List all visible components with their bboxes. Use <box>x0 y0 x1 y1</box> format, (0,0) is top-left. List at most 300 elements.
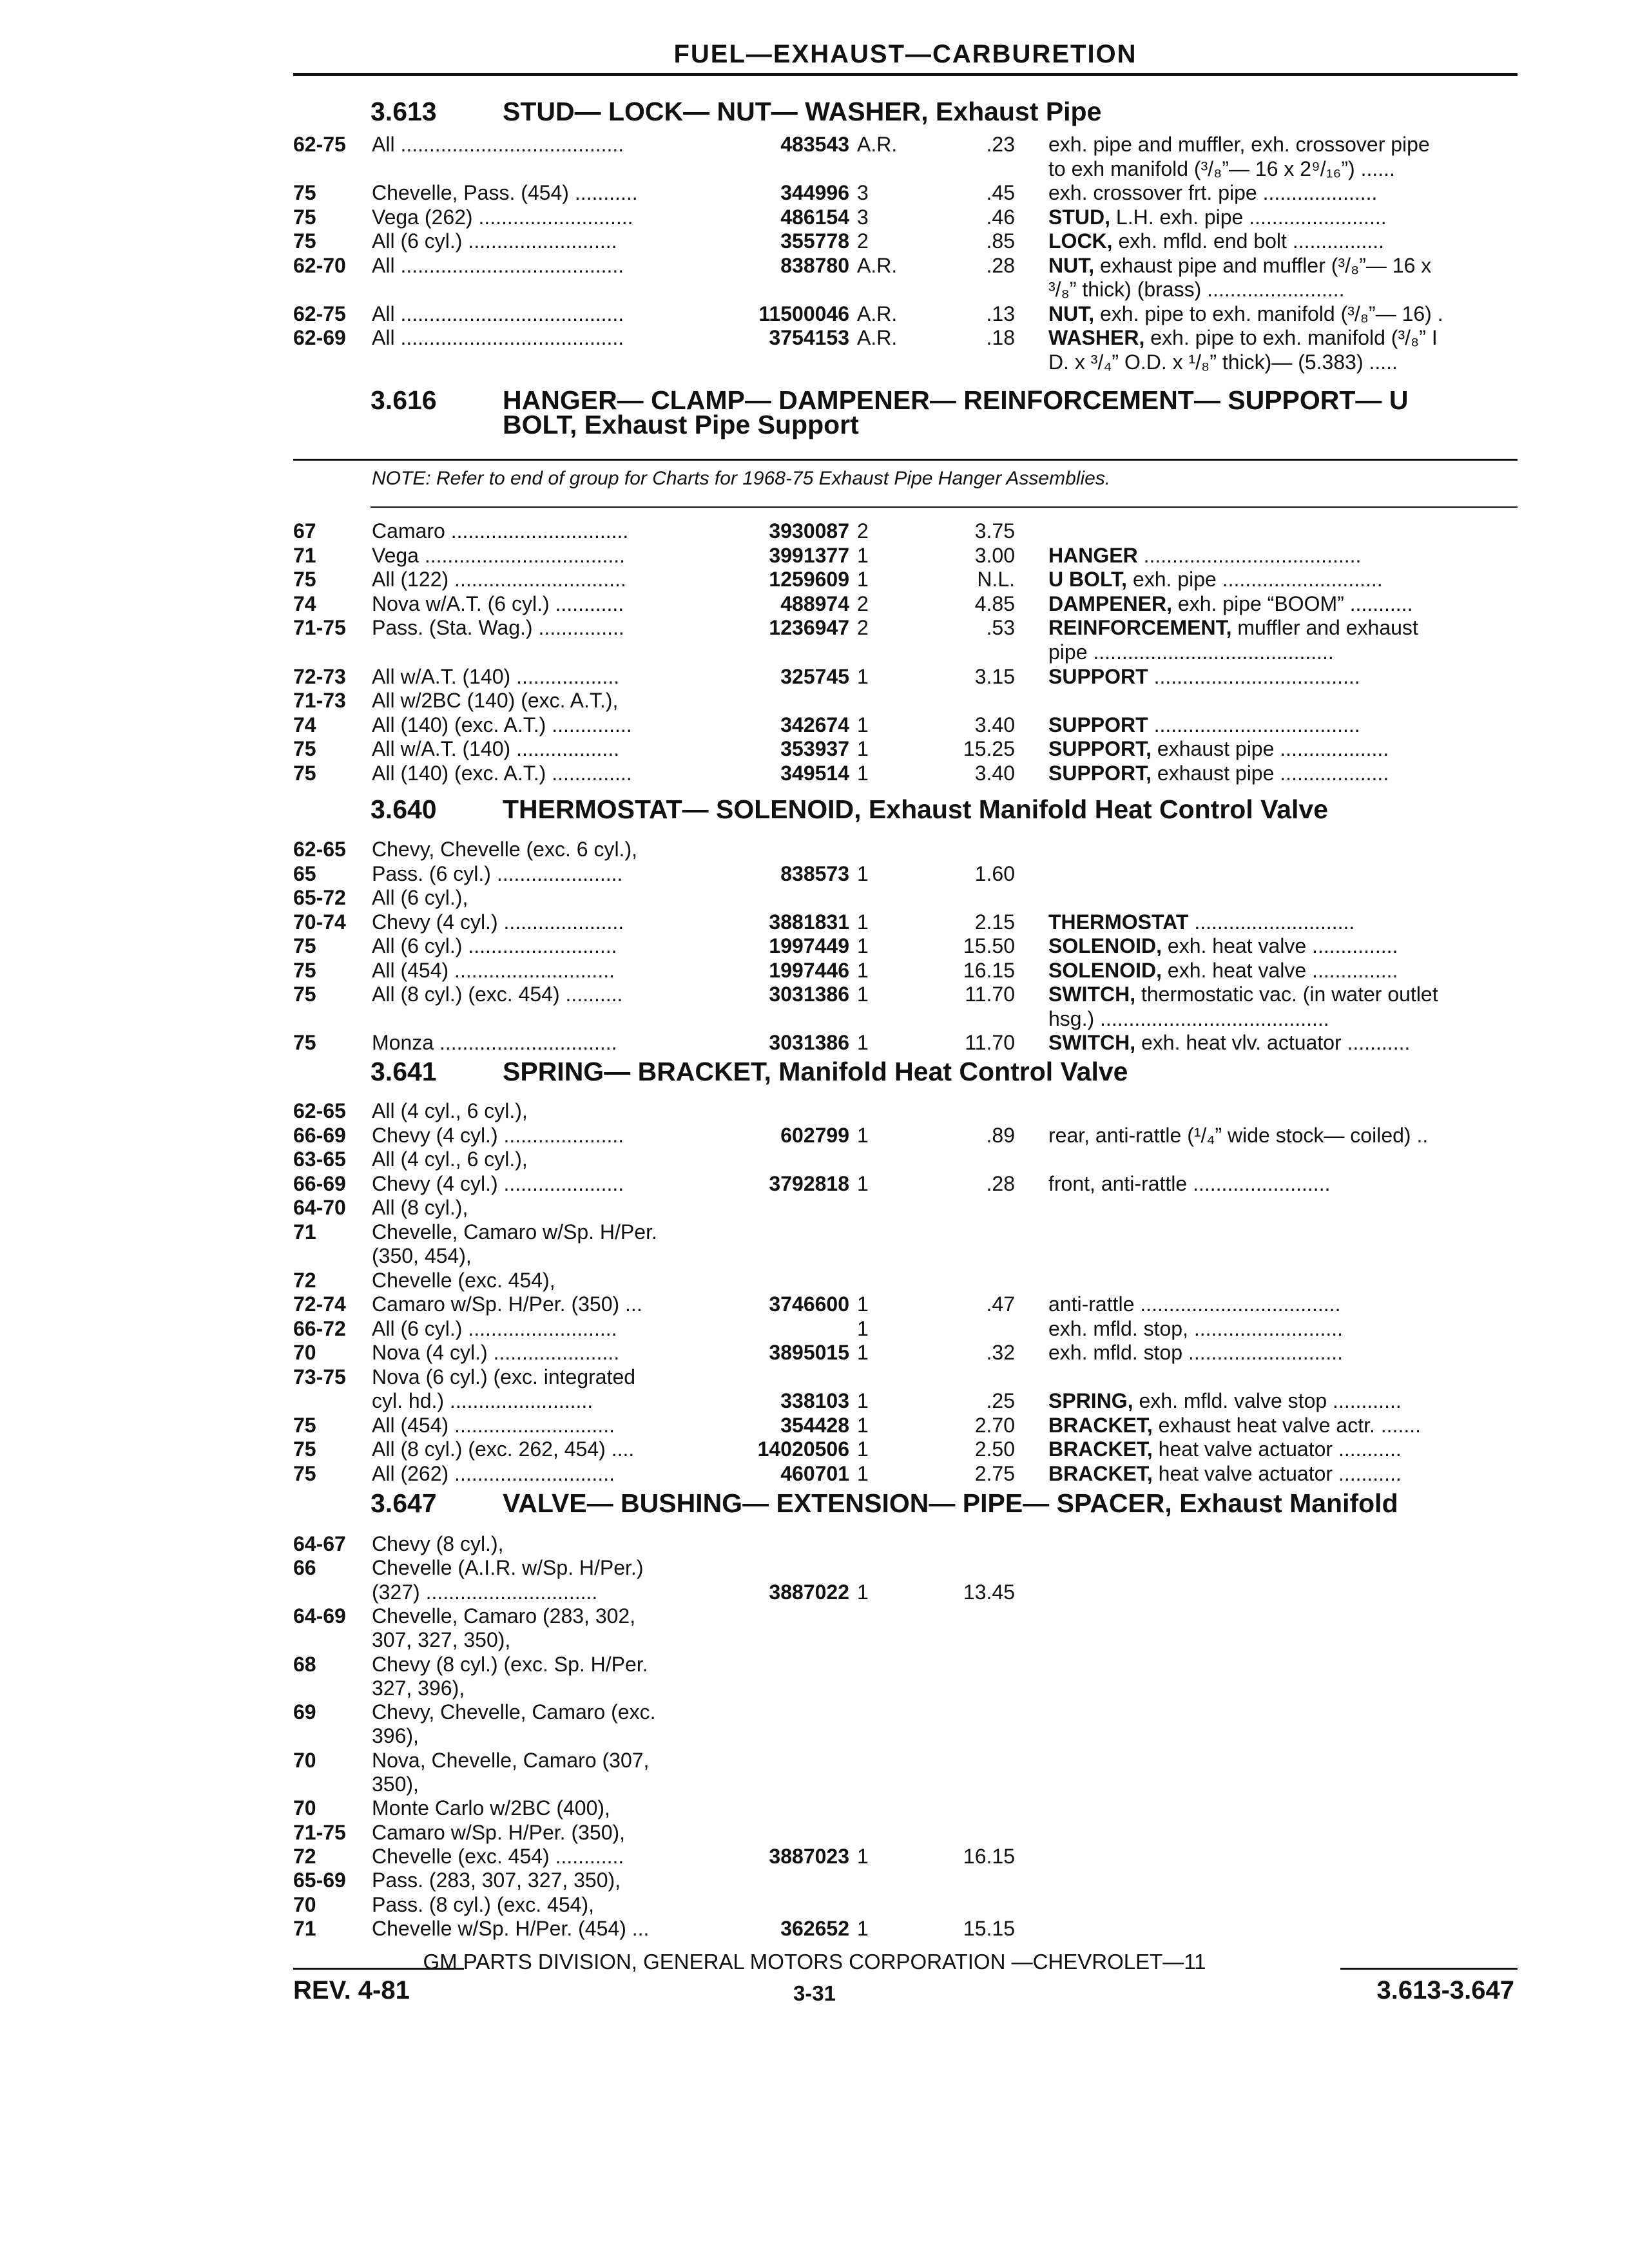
list-item <box>0 1414 1629 1437</box>
year-range: 71-73 <box>293 689 346 713</box>
part-number: 3930087 <box>769 519 849 543</box>
list-item <box>0 737 1629 761</box>
quantity: 1 <box>857 762 869 785</box>
part-number: 488974 <box>780 591 849 615</box>
description-keyword: THERMOSTAT <box>1048 910 1189 934</box>
description <box>1048 157 1512 181</box>
application: 350), <box>372 1773 419 1796</box>
year-range: 75 <box>293 229 316 253</box>
description-text: D. x ³/₄” O.D. x ¹/₈” thick)— (5.383) ..... <box>1048 350 1398 374</box>
application: Nova (4 cyl.) ...................... <box>372 1341 620 1364</box>
list-item <box>0 1462 1629 1486</box>
application: Camaro w/Sp. H/Per. (350), <box>372 1820 626 1844</box>
year-range: 71-75 <box>293 1820 346 1844</box>
quantity: A.R. <box>857 133 898 156</box>
list-item <box>0 959 1629 983</box>
application: All (6 cyl.) .......................... <box>372 229 617 253</box>
quantity: 3 <box>857 205 869 229</box>
description-keyword: BRACKET, <box>1048 1437 1153 1461</box>
year-range: 68 <box>293 1652 316 1676</box>
year-range: 62-75 <box>293 302 346 325</box>
description-text: exhaust pipe and muffler (³/₈”— 16 x <box>1094 253 1432 277</box>
page-number: 3-31 <box>793 1981 836 2005</box>
quantity: 1 <box>857 958 869 982</box>
description <box>1048 351 1512 374</box>
quantity: 1 <box>857 543 869 567</box>
application: Monte Carlo w/2BC (400), <box>372 1796 610 1820</box>
list-item <box>0 229 1629 253</box>
description-text: exh. pipe “BOOM” ........... <box>1172 591 1413 615</box>
year-range: 70-74 <box>293 910 346 934</box>
year-range: 75 <box>293 762 316 785</box>
part-number: 3031386 <box>769 1031 849 1054</box>
price: 11.70 <box>965 983 1015 1006</box>
part-number: 3881831 <box>769 910 849 934</box>
part-number: 14020506 <box>757 1437 849 1461</box>
description <box>1048 206 1512 229</box>
price: 16.15 <box>963 1844 1015 1868</box>
price: 13.45 <box>963 1580 1015 1604</box>
description-text: ³/₈” thick) (brass) ........................ <box>1048 278 1345 301</box>
price: .23 <box>986 133 1015 156</box>
description-text: exh. mfld. stop ........................... <box>1048 1341 1344 1364</box>
year-range: 75 <box>293 934 316 957</box>
quantity: A.R. <box>857 302 898 325</box>
list-item <box>0 1437 1629 1461</box>
year-range: 72 <box>293 1268 316 1292</box>
price: 1.60 <box>974 861 1015 885</box>
application: All (4 cyl., 6 cyl.), <box>372 1148 528 1171</box>
application: Chevelle (exc. 454), <box>372 1268 555 1292</box>
list-item <box>0 206 1629 229</box>
application: All (140) (exc. A.T.) .............. <box>372 713 632 736</box>
part-number: 349514 <box>780 762 849 785</box>
list-item <box>0 1556 1629 1580</box>
description-text: exh. mfld. end bolt ................ <box>1112 229 1385 253</box>
application: All ....................................... <box>372 302 624 325</box>
year-range: 62-69 <box>293 326 346 349</box>
application: Chevelle, Camaro w/Sp. H/Per. <box>372 1220 657 1244</box>
quantity: 3 <box>857 181 869 204</box>
year-range: 64-69 <box>293 1604 346 1628</box>
part-number: 1997449 <box>769 934 849 957</box>
application: All ....................................... <box>372 133 624 156</box>
year-range: 64-67 <box>293 1532 346 1555</box>
year-range: 62-70 <box>293 253 346 277</box>
part-number: 3031386 <box>769 983 849 1006</box>
description-text: exh. pipe and muffler, exh. crossover pipe <box>1048 133 1430 156</box>
year-range: 62-65 <box>293 838 346 861</box>
year-range: 72 <box>293 1844 316 1868</box>
price: .53 <box>986 616 1015 640</box>
price: 2.50 <box>974 1437 1015 1461</box>
part-number: 338103 <box>780 1389 849 1412</box>
list-item <box>0 934 1629 958</box>
list-item <box>0 616 1629 640</box>
application: All w/A.T. (140) .................. <box>372 664 620 688</box>
description <box>1048 592 1512 616</box>
year-range: 72-74 <box>293 1293 346 1316</box>
price: .13 <box>986 302 1015 325</box>
section-number: 3.616 <box>371 385 437 415</box>
section-title: THERMOSTAT— SOLENOID, Exhaust Manifold Heat Control Valve <box>503 794 1328 824</box>
section-range: 3.613-3.647 <box>1376 1976 1514 2004</box>
quantity: 1 <box>857 1123 869 1147</box>
description-keyword: NUT, <box>1048 302 1095 325</box>
year-range: 74 <box>293 591 316 615</box>
year-range: 70 <box>293 1796 316 1820</box>
application: Monza ............................... <box>372 1031 617 1054</box>
description <box>1048 1007 1512 1031</box>
year-range: 73-75 <box>293 1365 346 1389</box>
description <box>1048 665 1512 689</box>
application: All (122) .............................. <box>372 568 626 591</box>
application: All w/2BC (140) (exc. A.T.), <box>372 689 619 713</box>
list-item <box>0 1604 1629 1628</box>
year-range: 72-73 <box>293 664 346 688</box>
description-text: exh. pipe ............................ <box>1127 568 1383 591</box>
application: All (4 cyl., 6 cyl.), <box>372 1099 528 1122</box>
application: cyl. hd.) ......................... <box>372 1389 593 1412</box>
application: Chevelle (A.I.R. w/Sp. H/Per.) <box>372 1556 644 1580</box>
description <box>1048 910 1512 934</box>
description-text: to exh manifold (³/₈”— 16 x 2⁹/₁₆”) ...... <box>1048 157 1395 180</box>
application: Chevy, Chevelle, Camaro (exc. <box>372 1700 656 1724</box>
list-item <box>0 1341 1629 1365</box>
price: 3.15 <box>974 664 1015 688</box>
application: Nova w/A.T. (6 cyl.) ............ <box>372 591 624 615</box>
list-item <box>0 1099 1629 1123</box>
price: 3.40 <box>974 713 1015 736</box>
year-range: 63-65 <box>293 1148 346 1171</box>
description-text: .................................... <box>1148 664 1360 688</box>
year-range: 71 <box>293 543 316 567</box>
list-item <box>0 1893 1629 1917</box>
list-item <box>0 1700 1629 1724</box>
list-item <box>0 1389 1629 1413</box>
description <box>1048 326 1512 350</box>
price: 2.15 <box>974 910 1015 934</box>
list-item <box>0 1796 1629 1820</box>
year-range: 65-72 <box>293 886 346 909</box>
price: 11.70 <box>965 1031 1015 1054</box>
section-number: 3.640 <box>371 794 437 824</box>
list-item <box>0 713 1629 737</box>
list-item <box>0 1196 1629 1220</box>
price: 2.75 <box>974 1461 1015 1485</box>
application: Nova (6 cyl.) (exc. integrated <box>372 1365 636 1389</box>
part-number: 1236947 <box>769 616 849 640</box>
list-item <box>0 544 1629 568</box>
year-range: 75 <box>293 1461 316 1485</box>
quantity: 1 <box>857 1171 869 1195</box>
description-keyword: REINFORCEMENT, <box>1048 616 1232 640</box>
quantity: 1 <box>857 1389 869 1412</box>
description <box>1048 1293 1512 1316</box>
list-item <box>0 1365 1629 1389</box>
description <box>1048 983 1512 1006</box>
list-item <box>0 1007 1629 1031</box>
description <box>1048 713 1512 737</box>
list-item <box>0 1293 1629 1316</box>
application: (350, 454), <box>372 1244 472 1267</box>
quantity: 1 <box>857 934 869 957</box>
quantity: 1 <box>857 737 869 761</box>
header-rule <box>293 73 1518 76</box>
description <box>1048 568 1512 591</box>
description-text: exhaust heat valve actr. ....... <box>1152 1413 1421 1437</box>
list-item <box>0 157 1629 181</box>
quantity: 1 <box>857 1341 869 1364</box>
part-number: 460701 <box>780 1461 849 1485</box>
part-number: 355778 <box>780 229 849 253</box>
price: .25 <box>986 1389 1015 1412</box>
footer-publisher: GM PARTS DIVISION, GENERAL MOTORS CORPORATION —CHEVROLET—11 <box>423 1950 1206 1974</box>
list-item <box>0 910 1629 934</box>
application: All (8 cyl.) (exc. 262, 454) .... <box>372 1437 635 1461</box>
part-number: 3792818 <box>769 1171 849 1195</box>
year-range: 69 <box>293 1700 316 1724</box>
application: Chevy (4 cyl.) ..................... <box>372 1171 624 1195</box>
list-item <box>0 1773 1629 1796</box>
list-item <box>0 254 1629 278</box>
description <box>1048 934 1512 958</box>
year-range: 75 <box>293 1031 316 1054</box>
description-keyword: U BOLT, <box>1048 568 1128 591</box>
application: All (140) (exc. A.T.) .............. <box>372 762 632 785</box>
application: All (8 cyl.), <box>372 1196 468 1219</box>
part-number: 3746600 <box>769 1293 849 1316</box>
description <box>1048 1031 1512 1055</box>
description-keyword: STUD, <box>1048 205 1110 229</box>
section-3613-heading <box>371 97 1101 127</box>
quantity: 1 <box>857 983 869 1006</box>
description <box>1048 1437 1512 1461</box>
application: Camaro ............................... <box>372 519 629 543</box>
description-text: exhaust pipe ................... <box>1152 737 1389 761</box>
list-item <box>0 1749 1629 1773</box>
application: Vega (262) ........................... <box>372 205 633 229</box>
quantity: A.R. <box>857 326 898 349</box>
application: Camaro w/Sp. H/Per. (350) ... <box>372 1293 642 1316</box>
application: Pass. (8 cyl.) (exc. 454), <box>372 1892 594 1916</box>
list-item <box>0 1220 1629 1244</box>
description <box>1048 959 1512 983</box>
description-keyword: SPRING, <box>1048 1389 1133 1412</box>
list-item <box>0 592 1629 616</box>
application: 327, 396), <box>372 1676 465 1700</box>
application: All (6 cyl.) .......................... <box>372 1316 617 1340</box>
year-range: 75 <box>293 1437 316 1461</box>
list-item <box>0 302 1629 326</box>
year-range: 65 <box>293 861 316 885</box>
section-title: HANGER— CLAMP— DAMPENER— REINFORCEMENT— SUPPORT— U <box>503 385 1409 415</box>
description <box>1048 229 1512 253</box>
year-range: 62-65 <box>293 1099 346 1122</box>
list-item <box>0 983 1629 1006</box>
list-item <box>0 1031 1629 1055</box>
part-number: 483543 <box>780 133 849 156</box>
price: 3.40 <box>974 762 1015 785</box>
description-text: pipe .......................................... <box>1048 640 1334 664</box>
application: Pass. (6 cyl.) ...................... <box>372 861 623 885</box>
quantity: 1 <box>857 1316 869 1340</box>
year-range: 64-70 <box>293 1196 346 1219</box>
part-number: 1259609 <box>769 568 849 591</box>
description-text: front, anti-rattle ........................ <box>1048 1171 1331 1195</box>
quantity: 2 <box>857 616 869 640</box>
quantity: 1 <box>857 1580 869 1604</box>
price: 15.25 <box>963 737 1015 761</box>
part-number: 362652 <box>780 1916 849 1940</box>
description-keyword: SOLENOID, <box>1048 934 1162 957</box>
part-number: 486154 <box>780 205 849 229</box>
description-keyword: HANGER <box>1048 543 1138 567</box>
description-text: anti-rattle ................................... <box>1048 1293 1341 1316</box>
description <box>1048 181 1512 205</box>
application: Chevy, Chevelle (exc. 6 cyl.), <box>372 838 637 861</box>
description <box>1048 1341 1512 1365</box>
year-range: 74 <box>293 713 316 736</box>
description <box>1048 616 1512 640</box>
description <box>1048 1124 1512 1148</box>
price: 15.15 <box>963 1916 1015 1940</box>
section-title: VALVE— BUSHING— EXTENSION— PIPE— SPACER, Exhaust Manifold <box>503 1488 1398 1518</box>
description-keyword: BRACKET, <box>1048 1461 1153 1485</box>
list-item <box>0 1244 1629 1268</box>
part-number: 1997446 <box>769 958 849 982</box>
list-item <box>0 568 1629 591</box>
note-rule-top <box>293 459 1518 461</box>
description <box>1048 1172 1512 1196</box>
list-item <box>0 1724 1629 1748</box>
price: .85 <box>986 229 1015 253</box>
application: Chevy (8 cyl.) (exc. Sp. H/Per. <box>372 1652 648 1676</box>
description-text: exh. mfld. valve stop ............ <box>1133 1389 1402 1412</box>
description <box>1048 544 1512 568</box>
quantity: 2 <box>857 229 869 253</box>
quantity: 1 <box>857 910 869 934</box>
year-range: 70 <box>293 1748 316 1772</box>
price: .45 <box>986 181 1015 204</box>
quantity: 1 <box>857 1916 869 1940</box>
group-header: FUEL—EXHAUST—CARBURETION <box>673 40 1137 68</box>
description-text: exhaust pipe ................... <box>1152 762 1389 785</box>
application: Nova, Chevelle, Camaro (307, <box>372 1748 650 1772</box>
note-rule-bottom <box>371 506 1518 508</box>
price: .47 <box>986 1293 1015 1316</box>
price: N.L. <box>977 568 1015 591</box>
application: Chevelle, Pass. (454) ........... <box>372 181 638 204</box>
description-text: ............................ <box>1188 910 1355 934</box>
description-keyword: SUPPORT <box>1048 713 1148 736</box>
list-item <box>0 665 1629 689</box>
description-text: rear, anti-rattle (¹/₄” wide stock— coiled) .. <box>1048 1123 1429 1147</box>
description-text: muffler and exhaust <box>1231 616 1418 640</box>
part-number: 3895015 <box>769 1341 849 1364</box>
application: 396), <box>372 1724 419 1748</box>
year-range: 75 <box>293 181 316 204</box>
description-keyword: SOLENOID, <box>1048 958 1162 982</box>
list-item <box>0 689 1629 713</box>
application: All ....................................... <box>372 326 624 349</box>
year-range: 71 <box>293 1916 316 1940</box>
application: Chevelle w/Sp. H/Per. (454) ... <box>372 1916 650 1940</box>
description-text: L.H. exh. pipe ........................ <box>1110 205 1387 229</box>
list-item <box>0 133 1629 157</box>
list-item <box>0 519 1629 543</box>
description-keyword: SUPPORT, <box>1048 737 1152 761</box>
section-3641-heading <box>371 1057 1128 1087</box>
price: .89 <box>986 1123 1015 1147</box>
price: 2.70 <box>974 1413 1015 1437</box>
description-text: exh. crossover frt. pipe .................... <box>1048 181 1378 204</box>
section-3640-heading <box>371 794 1328 825</box>
price: .32 <box>986 1341 1015 1364</box>
description <box>1048 762 1512 785</box>
description-text: .................................... <box>1148 713 1360 736</box>
year-range: 75 <box>293 205 316 229</box>
section-number: 3.641 <box>371 1057 437 1086</box>
quantity: 1 <box>857 664 869 688</box>
list-item <box>0 1317 1629 1341</box>
application: All (6 cyl.) .......................... <box>372 934 617 957</box>
list-item <box>0 886 1629 910</box>
quantity: 1 <box>857 1461 869 1485</box>
application: All ....................................... <box>372 253 624 277</box>
part-number: 3887023 <box>769 1844 849 1868</box>
description-text: heat valve actuator ........... <box>1152 1437 1402 1461</box>
list-item <box>0 1269 1629 1293</box>
year-range: 66-69 <box>293 1171 346 1195</box>
description-keyword: NUT, <box>1048 253 1095 277</box>
description-text: exh. heat vlv. actuator ........... <box>1135 1031 1411 1054</box>
year-range: 71-75 <box>293 616 346 640</box>
quantity: 1 <box>857 1293 869 1316</box>
description <box>1048 1462 1512 1486</box>
description-text: hsg.) ........................................ <box>1048 1006 1329 1030</box>
list-item <box>0 1172 1629 1196</box>
application: Chevelle (exc. 454) ............ <box>372 1844 624 1868</box>
part-number: 838780 <box>780 253 849 277</box>
description-keyword: SWITCH, <box>1048 1031 1136 1054</box>
section-number: 3.613 <box>371 97 437 126</box>
quantity: 1 <box>857 1844 869 1868</box>
application: All (262) ............................ <box>372 1461 615 1485</box>
quantity: 1 <box>857 1437 869 1461</box>
year-range: 75 <box>293 737 316 761</box>
year-range: 75 <box>293 568 316 591</box>
application: All (8 cyl.) (exc. 454) .......... <box>372 983 623 1006</box>
part-number: 344996 <box>780 181 849 204</box>
description-text: exh. pipe to exh. manifold (³/₈”— 16) . <box>1094 302 1443 325</box>
list-item <box>0 1628 1629 1652</box>
year-range: 66 <box>293 1556 316 1580</box>
application: All (454) ............................ <box>372 1413 615 1437</box>
application: (327) .............................. <box>372 1580 598 1604</box>
price: 4.85 <box>974 591 1015 615</box>
quantity: 1 <box>857 1031 869 1054</box>
year-range: 67 <box>293 519 316 543</box>
year-range: 70 <box>293 1892 316 1916</box>
list-item <box>0 1677 1629 1700</box>
list-item <box>0 1124 1629 1148</box>
description-text: exh. heat valve ............... <box>1162 934 1398 957</box>
part-number: 3887022 <box>769 1580 849 1604</box>
year-range: 66-72 <box>293 1316 346 1340</box>
part-number: 354428 <box>780 1413 849 1437</box>
quantity: 2 <box>857 591 869 615</box>
